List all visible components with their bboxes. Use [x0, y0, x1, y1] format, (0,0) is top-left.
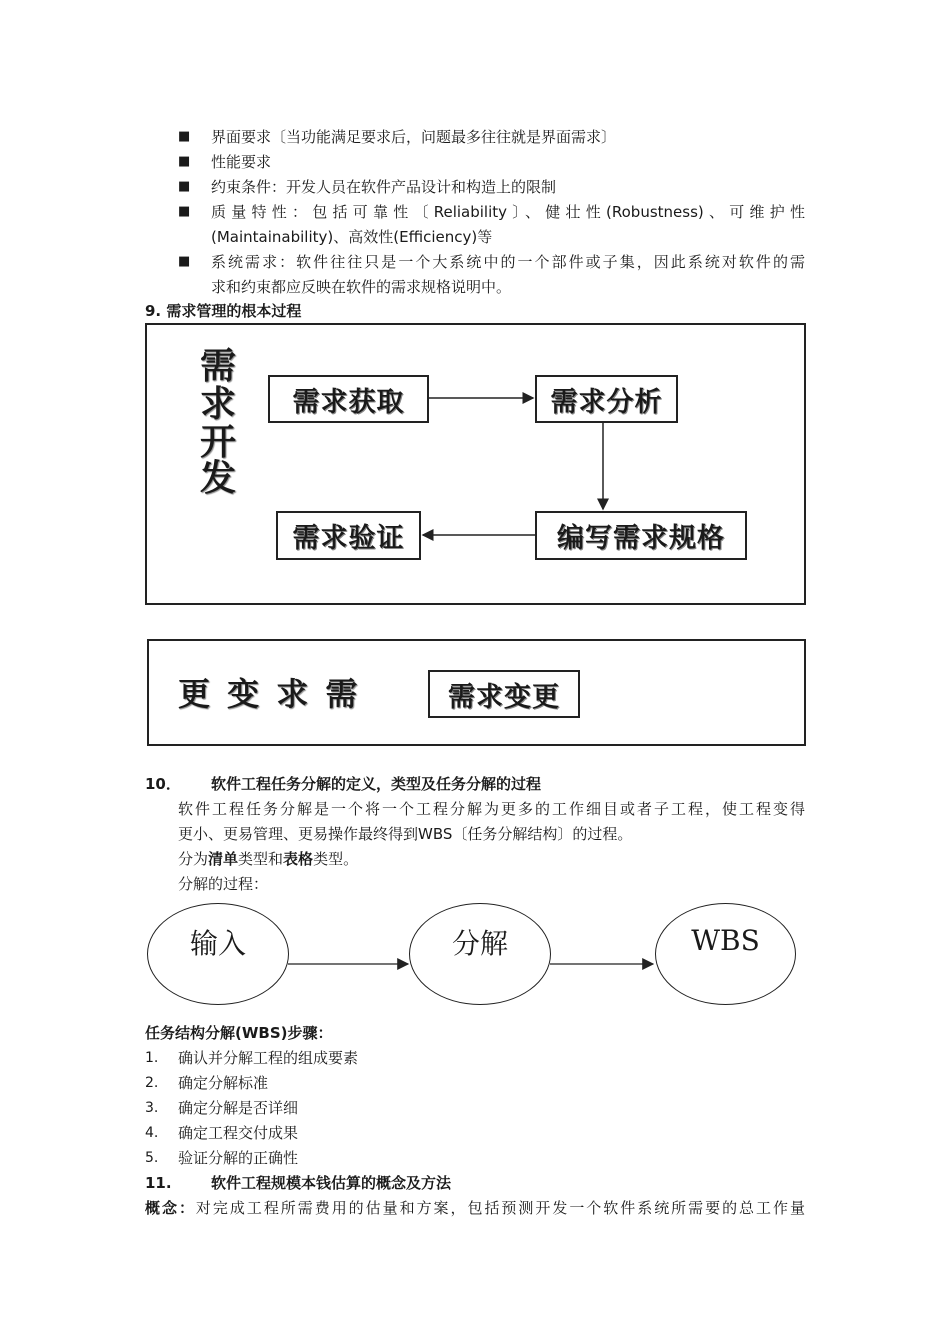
section-9-title: 9. 需求管理的根本过程 — [145, 302, 302, 320]
types-mid: 类型和 — [238, 850, 284, 868]
bullet-ui-requirements: 界面要求〔当功能满足要求后，问题最多往往就是界面需求〕 — [211, 128, 617, 146]
step-number: 4. — [145, 1125, 159, 1141]
dev-label-char: 开 — [199, 421, 236, 463]
bullet-system-line2: 求和约束都应反映在软件的需求规格说明中。 — [211, 278, 512, 296]
section-10-para-line1: 软件工程任务分解是一个将一个工程分解为更多的工作细目或者子工程，使工程变得 — [178, 800, 805, 818]
node-write-spec: 编写需求规格 — [535, 511, 747, 560]
step-text: 验证分解的正确性 — [178, 1149, 299, 1167]
bullet-system-line1: 系统需求：软件往往只是一个大系统中的一个部件或子集，因此系统对软件的需 — [211, 253, 805, 271]
type-table: 表格 — [283, 850, 314, 868]
bullet-marker: ■ — [178, 154, 191, 169]
concept-text: 对完成工程所需费用的估量和方案，包括预测开发一个软件系统所需要的总工作量 — [195, 1199, 805, 1217]
node-analyze: 需求分析 — [535, 375, 678, 423]
section-11-concept — [145, 1198, 805, 1218]
types-suffix: 类型。 — [313, 850, 359, 868]
flow-node-input: 输入 — [147, 903, 289, 1005]
section-10-number: 10． — [145, 775, 181, 793]
step-text: 确定工程交付成果 — [178, 1124, 299, 1142]
section-11-title: 软件工程规模本钱估算的概念及方法 — [211, 1174, 452, 1192]
step-text: 确定分解是否详细 — [178, 1099, 299, 1117]
section-10-para-line2: 更小、更易管理、更易操作最终得到WBS〔任务分解结构〕的过程。 — [178, 825, 633, 843]
flow-node-wbs: WBS — [655, 903, 796, 1005]
type-list: 清单 — [208, 850, 239, 868]
step-text: 确认并分解工程的组成要素 — [178, 1049, 359, 1067]
bullet-marker: ■ — [178, 254, 191, 269]
bullet-constraints: 约束条件：开发人员在软件产品设计和构造上的限制 — [211, 178, 557, 196]
bullet-marker: ■ — [178, 179, 191, 194]
change-label: 更 变 求 需 — [178, 675, 361, 713]
flow-node-decompose: 分解 — [409, 903, 551, 1005]
section-11-number: 11. — [145, 1174, 172, 1192]
step-number: 3. — [145, 1100, 159, 1116]
dev-label-char: 发 — [199, 457, 236, 499]
bullet-marker: ■ — [178, 204, 191, 219]
node-verify: 需求验证 — [276, 511, 421, 560]
bullet-performance: 性能要求 — [211, 153, 272, 171]
step-number: 1. — [145, 1050, 159, 1066]
bullet-quality-line1: 质量特性：包括可靠性〔Reliability〕、健壮性(Robustness)、可维护性 — [211, 203, 805, 221]
dev-label-char: 求 — [199, 383, 236, 425]
wbs-steps-title: 任务结构分解(WBS)步骤： — [145, 1024, 333, 1042]
step-number: 2. — [145, 1075, 159, 1091]
types-prefix: 分为 — [178, 850, 209, 868]
concept-label: 概念： — [145, 1199, 196, 1217]
bullet-marker: ■ — [178, 129, 191, 144]
section-10-title: 软件工程任务分解的定义，类型及任务分解的过程 — [211, 775, 542, 793]
node-acquire: 需求获取 — [268, 375, 429, 423]
decomposition-types — [178, 849, 358, 869]
dev-label-char: 需 — [199, 345, 236, 387]
node-change: 需求变更 — [428, 670, 580, 718]
bullet-quality-line2: (Maintainability)、高效性(Efficiency)等 — [211, 228, 493, 246]
step-text: 确定分解标准 — [178, 1074, 269, 1092]
decomposition-process-label: 分解的过程： — [178, 875, 269, 893]
step-number: 5. — [145, 1150, 159, 1166]
